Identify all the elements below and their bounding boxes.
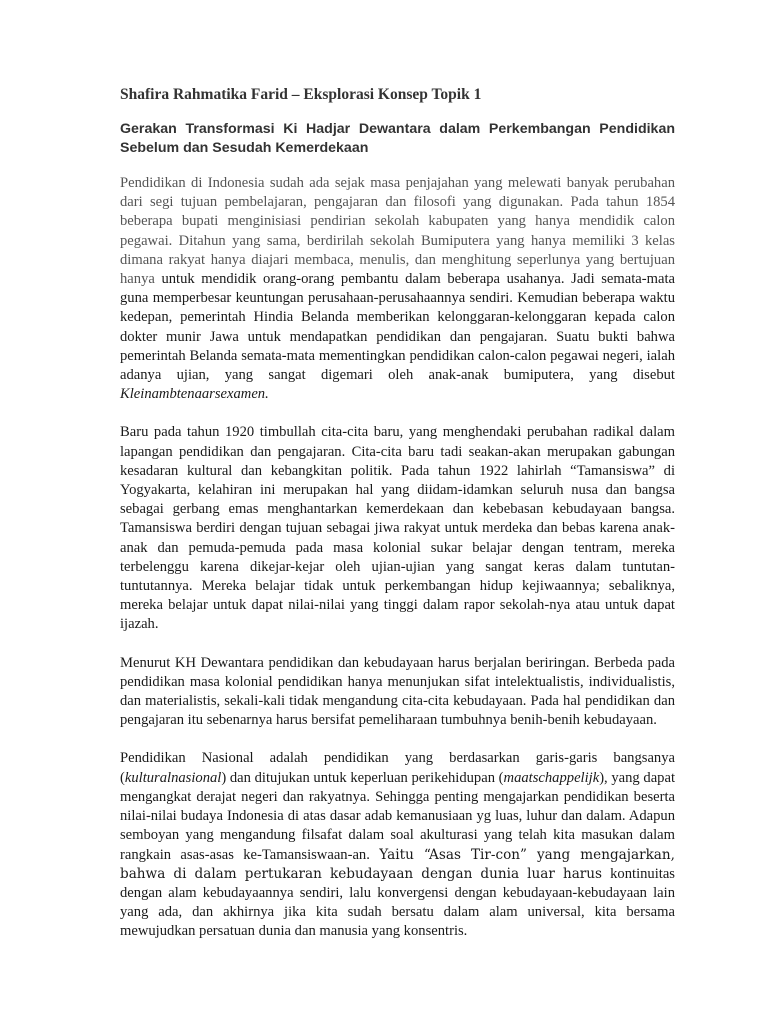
paragraph-4-part-5: kontinuitas dengan alam kebudayaannya sendiri, lalu konvergensi dengan kebudayaan-kebudayaan lain yang ada, dan akhirnya jika kita sudah bersatu dalam alam universal, kita bersama mewujudkan persatuan dunia dan manusia yang konsentris.	[120, 865, 675, 940]
document-page	[120, 84, 675, 961]
paragraph-4-part-3: ), yang dapat mengangkat derajat negeri dan rakyatnya. Sehingga penting mengajarkan pendidikan beserta nilai-nilai budaya Indonesia di atas dasar adab kemanusiaan yg luas, luhur dan dalam. Adapun semboyan yang mengandung filsafat dalam soal akulturasi yang telah kita masukan dalam rangkain asas-asas ke-Tamansiswaan-an.	[120, 769, 675, 863]
paragraph-4-italic-2: maatschappelijk	[503, 769, 600, 786]
document-subtitle: Gerakan Transformasi Ki Hadjar Dewantara dalam Perkembangan Pendidikan Sebelum dan Sesudah Kemerdekaan	[120, 121, 675, 156]
paragraph-4-part-1: Pendidikan Nasional adalah pendidikan yang berdasarkan garis-garis bangsanya (	[120, 750, 675, 786]
paragraph-4	[120, 749, 675, 941]
paragraph-4-part-4: Yaitu “Asas Tir-con” yang mengajarkan, bahwa di dalam pertukaran kebudayaan dengan dunia luar harus	[120, 846, 675, 882]
paragraph-1-part-1: Pendidikan di Indonesia sudah ada sejak masa penjajahan yang melewati banyak perubahan dari segi tujuan pembelajaran, pengajaran dan filosofi yang digunakan. Pada tahun 1854 beberapa bupati menginisiasi pendirian sekolah kabupaten yang hanya mendidik calon pegawai. Ditahun yang sama, berdirilah sekolah Bumiputera yang hanya memiliki 3 kelas dimana rakyat hanya diajari membaca, menulis, dan menghitung seperlunya yang bertujuan hanya	[120, 175, 675, 288]
document-title: Shafira Rahmatika Farid – Eksplorasi Konsep Topik 1	[120, 86, 482, 103]
paragraph-1-italic-term: Kleinambtenaarsexamen.	[120, 386, 269, 403]
paragraph-1	[120, 174, 675, 404]
paragraph-4-part-2: ) dan ditujukan untuk keperluan perikehidupan (	[221, 769, 504, 786]
paragraph-1-part-2: untuk mendidik orang-orang pembantu dalam beberapa usahanya. Jadi semata-mata guna memperbesar keuntungan perusahaan-perusahaannya sendiri. Kemudian beberapa waktu kedepan, pemerintah Hindia Belanda memberikan kelonggaran-kelonggaran kepada calon dokter munir Jawa untuk mendapatkan pendidikan dan pengajaran. Suatu bukti bahwa pemerintah Belanda semata-mata mementingkan pendidikan calon-calon pegawai negeri, ialah adanya ujian, yang sangat digemari oleh anak-anak bumiputera, yang disebut	[120, 271, 675, 384]
paragraph-3: Menurut KH Dewantara pendidikan dan kebudayaan harus berjalan beriringan. Berbeda pada pendidikan masa kolonial pendidikan hanya menunjukan sifat intelektualistis, individualistis, dan materialistis, sekali-kali tidak mengandung cita-cita kebudayaan. Pada hal pendidikan dan pengajaran itu sebenarnya harus bersifat pemeliharaan tumbuhnya benih-benih kebudayaan.	[120, 654, 675, 729]
paragraph-4-italic-1: kulturalnasional	[124, 769, 222, 786]
paragraph-2: Baru pada tahun 1920 timbullah cita-cita baru, yang menghendaki perubahan radikal dalam lapangan pendidikan dan pengajaran. Cita-cita baru tadi seakan-akan merupakan gabungan kesadaran kultural dan kebangkitan politik. Pada tahun 1922 lahirlah “Tamansiswa” di Yogyakarta, kelahiran ini merupakan hal yang diidam-idamkan seluruh nusa dan bangsa sebagai gerbang emas menghantarkan kemerdekaan dan kebebasan kebudayaan bangsa. Tamansiswa berdiri dengan tujuan sebagai jiwa rakyat untuk merdeka dan bebas karena anak-anak dan pemuda-pemuda pada masa kolonial sukar belajar dengan tentram, mereka terbelenggu karena dikejar-kejar oleh ujian-ujian yang sangat keras dalam tuntutan-tuntutannya. Mereka belajar tidak untuk perkembangan hidup kejiwaannya; sebaliknya, mereka belajar untuk dapat nilai-nilai yang tinggi dalam rapor sekolah-nya atau untuk dapat ijazah.	[120, 424, 675, 633]
